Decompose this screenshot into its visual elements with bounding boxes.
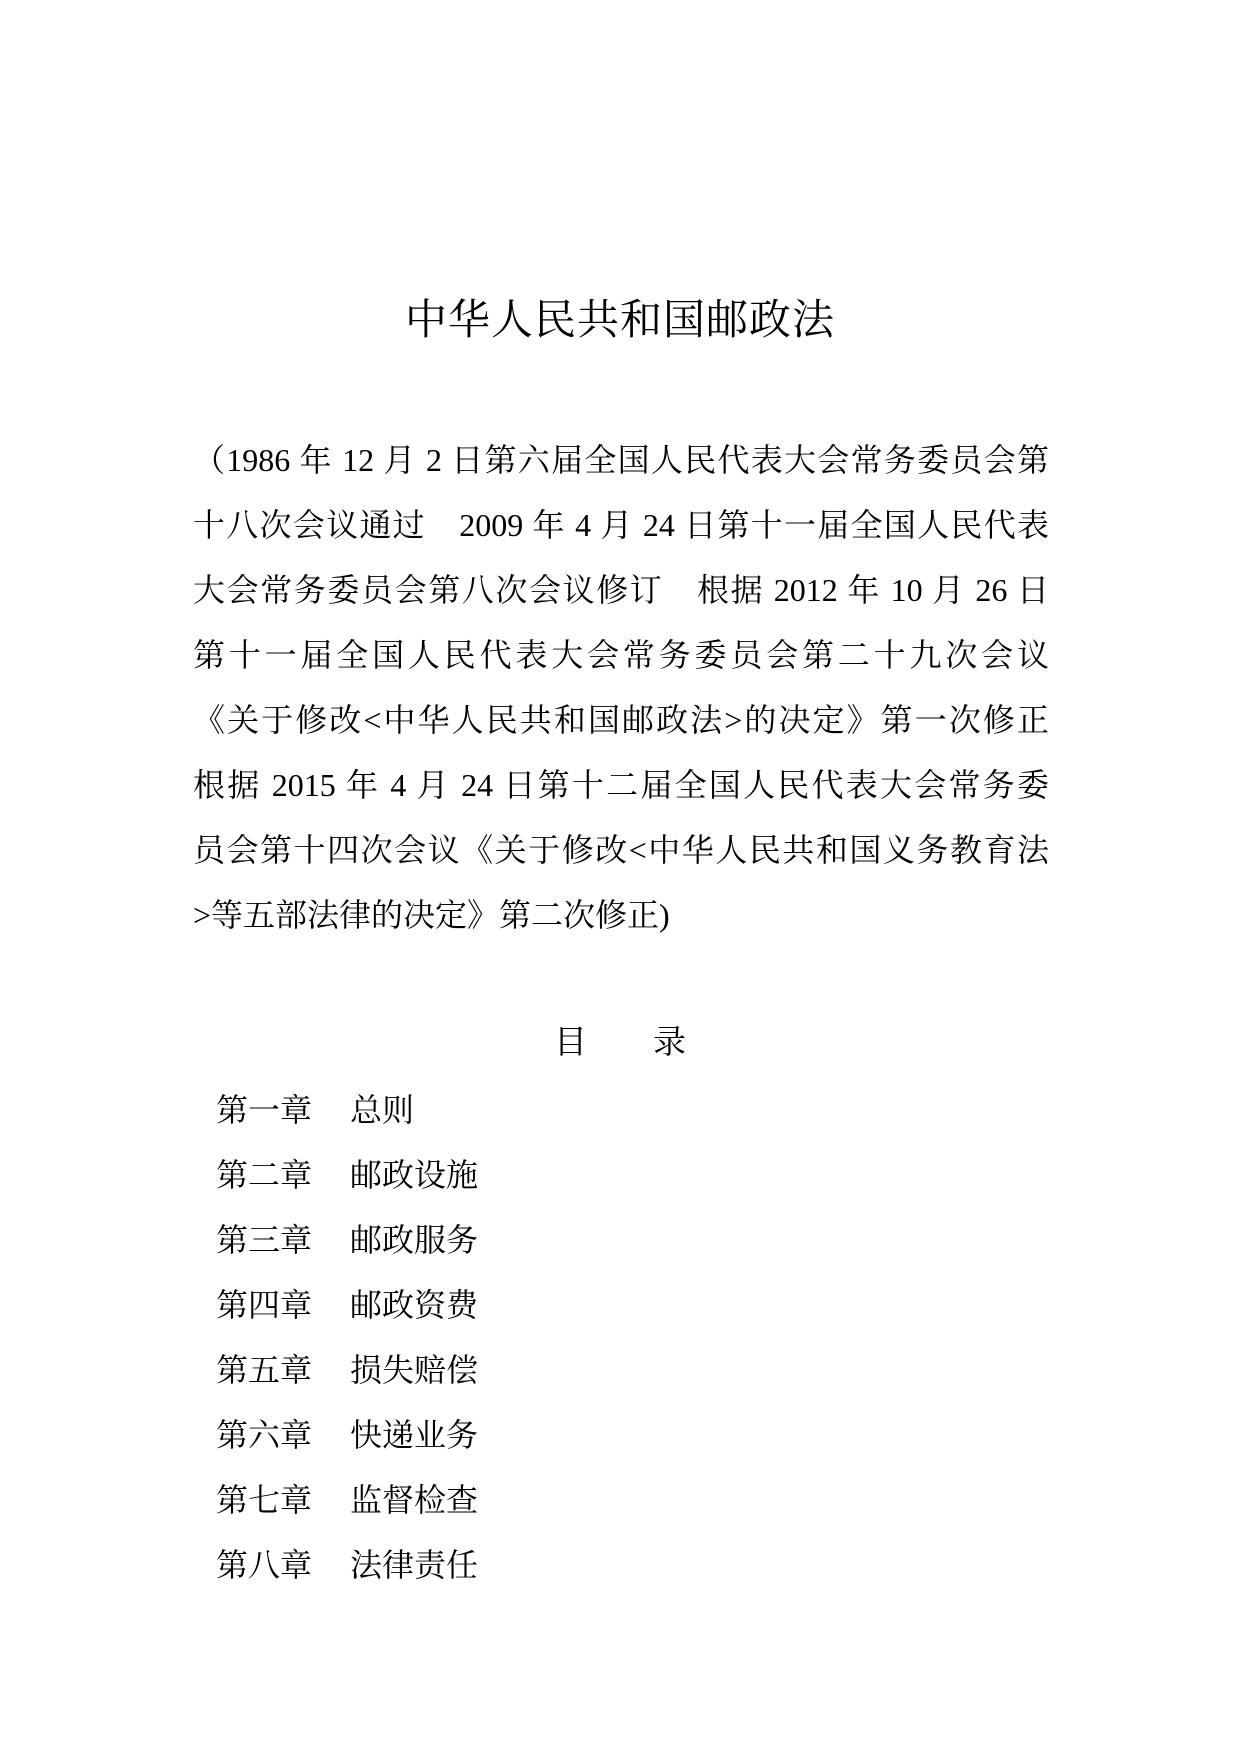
toc-heading-second: 录 (653, 1022, 686, 1061)
toc-chapter-number: 第六章 (216, 1416, 313, 1454)
toc-item (216, 1533, 478, 1598)
preamble-paragraph (193, 428, 1049, 948)
toc-item (216, 1403, 478, 1468)
toc-item (216, 1338, 478, 1403)
preamble-line: 根据 2015 年 4 月 24 日第十二届全国人民代表大会常务委 (193, 767, 1049, 803)
toc-chapter-name: 总则 (350, 1091, 415, 1129)
preamble-line: 十八次会议通过 2009 年 4 月 24 日第十一届全国人民代表 (193, 507, 1049, 543)
document-title: 中华人民共和国邮政法 (404, 295, 835, 344)
toc-chapter-name: 邮政设施 (350, 1156, 479, 1194)
toc-chapter-number: 第三章 (216, 1221, 313, 1259)
toc-chapter-number: 第五章 (216, 1351, 313, 1389)
toc-heading-first: 目 (554, 1022, 587, 1061)
table-of-contents (216, 1078, 478, 1598)
toc-chapter-number: 第七章 (216, 1481, 313, 1519)
preamble-line: （1986 年 12 月 2 日第六届全国人民代表大会常务委员会第 (193, 442, 1049, 478)
toc-chapter-number: 第二章 (216, 1156, 313, 1194)
toc-chapter-name: 邮政服务 (350, 1221, 479, 1259)
preamble-line: 《关于修改<中华人民共和国邮政法>的决定》第一次修正 (193, 702, 1049, 738)
preamble-line: 第十一届全国人民代表大会常务委员会第二十九次会议 (193, 637, 1049, 673)
toc-chapter-name: 邮政资费 (350, 1286, 479, 1324)
toc-item (216, 1468, 478, 1533)
toc-chapter-name: 监督检查 (350, 1481, 479, 1519)
preamble-line: >等五部法律的决定》第二次修正) (193, 897, 670, 933)
toc-item (216, 1143, 478, 1208)
preamble-line: 员会第十四次会议《关于修改<中华人民共和国义务教育法 (193, 832, 1049, 868)
toc-item (216, 1208, 478, 1273)
toc-chapter-name: 快递业务 (350, 1416, 479, 1454)
preamble-line: 大会常务委员会第八次会议修订 根据 2012 年 10 月 26 日 (193, 572, 1049, 608)
toc-chapter-name: 损失赔偿 (350, 1351, 479, 1389)
toc-heading (0, 1012, 1240, 1072)
toc-chapter-number: 第八章 (216, 1546, 313, 1584)
toc-chapter-number: 第四章 (216, 1286, 313, 1324)
toc-chapter-name: 法律责任 (350, 1546, 479, 1584)
toc-item (216, 1078, 478, 1143)
toc-chapter-number: 第一章 (216, 1091, 313, 1129)
toc-item (216, 1273, 478, 1338)
